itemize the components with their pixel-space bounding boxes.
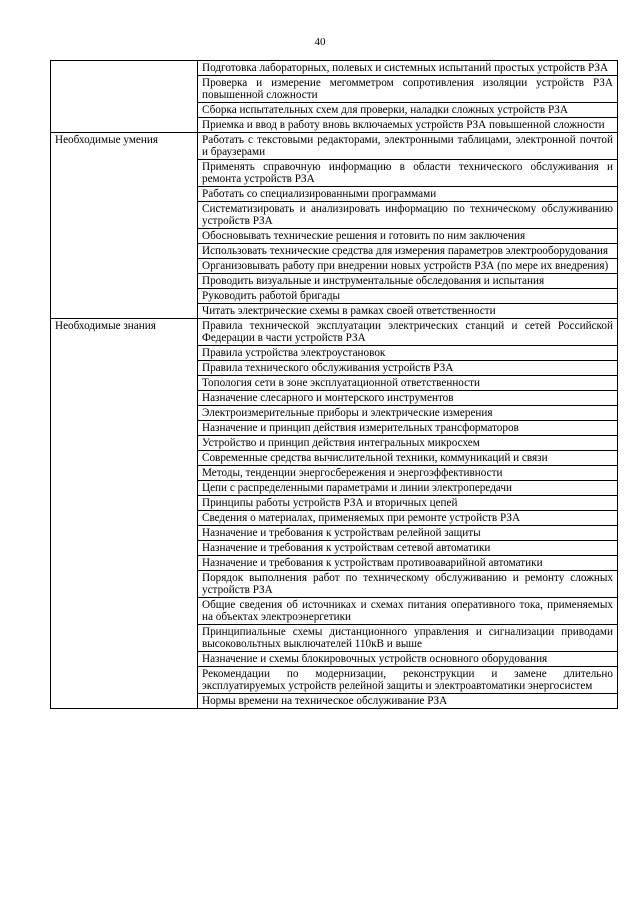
requirement-item: Назначение и принцип действия измерительных трансформаторов	[198, 421, 618, 436]
requirement-item: Методы, тенденции энергосбережения и энергоэффективности	[198, 466, 618, 481]
requirements-table	[50, 60, 618, 709]
requirement-item: Назначение и требования к устройствам сетевой автоматики	[198, 541, 618, 556]
requirement-item: Работать с текстовыми редакторами, электронными таблицами, электронной почтой и браузерами	[198, 133, 618, 160]
requirement-item: Подготовка лабораторных, полевых и системных испытаний простых устройств РЗА	[198, 61, 618, 76]
requirement-item: Цепи с распределенными параметрами и линии электропередачи	[198, 481, 618, 496]
requirement-item: Проводить визуальные и инструментальные обследования и испытания	[198, 274, 618, 289]
table-row	[51, 319, 618, 346]
requirement-item: Общие сведения об источниках и схемах питания оперативного тока, применяемых на объектах электроэнергетики	[198, 598, 618, 625]
requirement-item: Использовать технические средства для измерения параметров электрооборудования	[198, 244, 618, 259]
requirement-item: Обосновывать технические решения и готовить по ним заключения	[198, 229, 618, 244]
requirement-item: Сведения о материалах, применяемых при ремонте устройств РЗА	[198, 511, 618, 526]
requirement-item: Принципиальные схемы дистанционного управления и сигнализации приводами высоковольтных выключателей 110кВ и выше	[198, 625, 618, 652]
requirement-item: Топология сети в зоне эксплуатационной ответственности	[198, 376, 618, 391]
category-cell	[51, 61, 198, 133]
requirement-item: Правила технического обслуживания устройств РЗА	[198, 361, 618, 376]
requirement-item: Сборка испытательных схем для проверки, наладки сложных устройств РЗА	[198, 103, 618, 118]
table-row	[51, 61, 618, 76]
table-row	[51, 133, 618, 160]
requirement-item: Работать со специализированными программами	[198, 187, 618, 202]
requirement-item: Электроизмерительные приборы и электрические измерения	[198, 406, 618, 421]
requirements-table-body	[51, 61, 618, 709]
requirement-item: Правила технической эксплуатации электрических станций и сетей Российской Федерации в части устройств РЗА	[198, 319, 618, 346]
requirement-item: Проверка и измерение мегомметром сопротивления изоляции устройств РЗА повышенной сложности	[198, 76, 618, 103]
requirement-item: Приемка и ввод в работу вновь включаемых устройств РЗА повышенной сложности	[198, 118, 618, 133]
requirement-item: Применять справочную информацию в области технического обслуживания и ремонта устройств РЗА	[198, 160, 618, 187]
page-number: 40	[314, 36, 326, 48]
requirement-item: Современные средства вычислительной техники, коммуникаций и связи	[198, 451, 618, 466]
requirement-item: Назначение слесарного и монтерского инструментов	[198, 391, 618, 406]
requirement-item: Назначение и схемы блокировочных устройств основного оборудования	[198, 652, 618, 667]
requirement-item: Организовывать работу при внедрении новых устройств РЗА (по мере их внедрения)	[198, 259, 618, 274]
requirement-item: Назначение и требования к устройствам противоаварийной автоматики	[198, 556, 618, 571]
requirement-item: Назначение и требования к устройствам релейной защиты	[198, 526, 618, 541]
requirement-item: Руководить работой бригады	[198, 289, 618, 304]
requirement-item: Рекомендации по модернизации, реконструкции и замене длительно эксплуатируемых устройств релейной защиты и электроавтоматики энергосистем	[198, 667, 618, 694]
requirement-item: Порядок выполнения работ по техническому обслуживанию и ремонту сложных устройств РЗА	[198, 571, 618, 598]
requirement-item: Читать электрические схемы в рамках своей ответственности	[198, 304, 618, 319]
category-cell: Необходимые знания	[51, 319, 198, 709]
requirement-item: Устройство и принцип действия интегральных микросхем	[198, 436, 618, 451]
category-cell: Необходимые умения	[51, 133, 198, 319]
requirement-item: Принципы работы устройств РЗА и вторичных цепей	[198, 496, 618, 511]
requirement-item: Правила устройства электроустановок	[198, 346, 618, 361]
requirement-item: Нормы времени на техническое обслуживание РЗА	[198, 694, 618, 709]
requirement-item: Систематизировать и анализировать информацию по техническому обслуживанию устройств РЗА	[198, 202, 618, 229]
